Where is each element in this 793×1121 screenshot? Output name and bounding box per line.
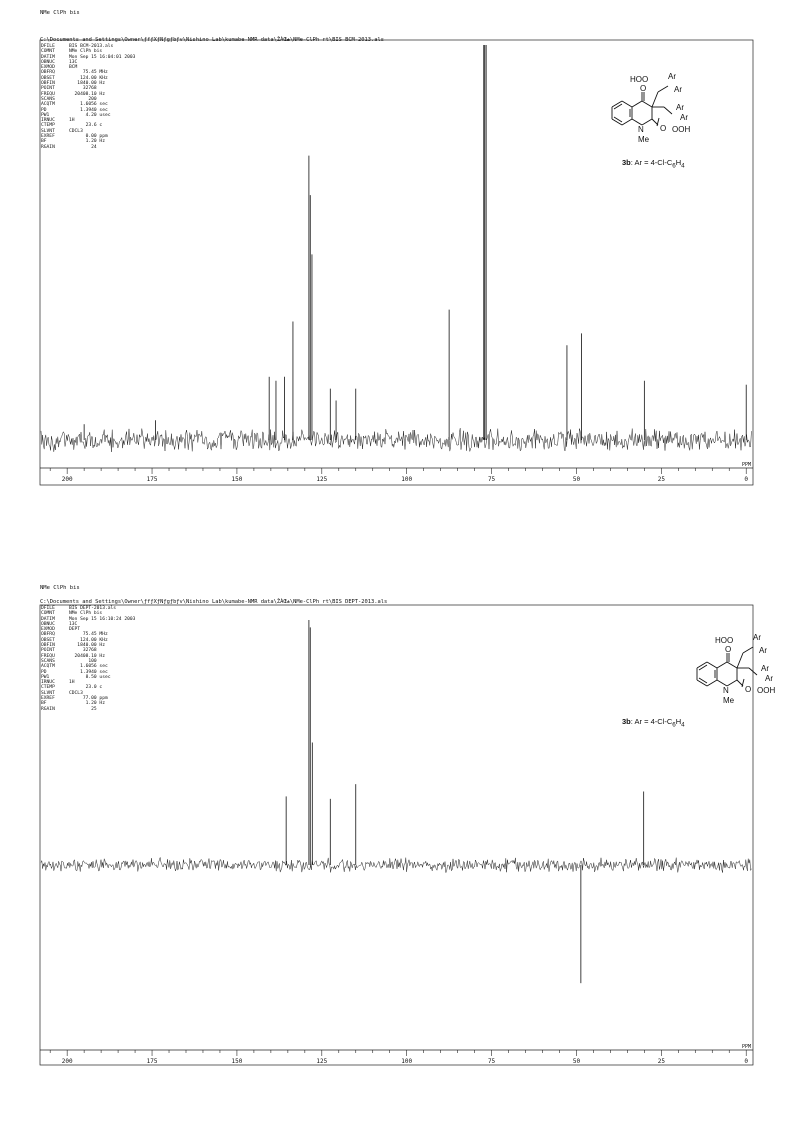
x-tick-label: 25 — [657, 1058, 665, 1065]
param-value: BIS DEPT-2013.als — [69, 606, 117, 611]
param-key: ACQTM — [41, 102, 55, 108]
param-value: BIS BCM-2013.als — [69, 44, 114, 49]
sample-label: NMe ClPh bis — [40, 585, 80, 591]
param-key: PW1 — [41, 674, 50, 680]
compound-caption — [622, 717, 685, 729]
param-key: PD — [41, 669, 47, 675]
caption-text: : Ar = 4-Cl-C — [630, 158, 673, 167]
param-value: 1H — [69, 118, 75, 124]
atom-label: Me — [723, 696, 735, 705]
param-key: OBSET — [41, 75, 55, 81]
bond — [697, 680, 707, 686]
param-value: 32768 — [69, 648, 97, 654]
x-tick-label: 175 — [146, 476, 158, 483]
param-key: SLVNT — [41, 128, 55, 134]
bond — [622, 101, 632, 107]
caption-sub-2: 4 — [681, 721, 685, 729]
param-key: POINT — [41, 86, 55, 92]
param-value: NMe ClPh bis — [69, 611, 103, 617]
param-key: OBFRQ — [41, 70, 55, 76]
x-tick-label: 0 — [744, 476, 749, 483]
bond — [612, 101, 622, 107]
param-value: 32768 — [69, 86, 97, 92]
param-value: 1840.00 Hz — [69, 81, 105, 87]
baseline-noise — [41, 857, 751, 872]
param-value: 4.20 usec — [69, 112, 111, 118]
param-value: 8.50 usec — [69, 674, 111, 680]
param-key: CTEMP — [41, 685, 55, 691]
x-tick-label: 100 — [401, 1058, 413, 1065]
bond — [707, 662, 717, 668]
bond — [658, 86, 668, 92]
atom-label: O — [660, 124, 667, 133]
param-value: Mon Sep 15 16:04:01 2003 — [69, 54, 136, 60]
x-tick-label: 0 — [744, 1058, 749, 1065]
param-value: 20408.10 Hz — [69, 91, 105, 97]
bond — [707, 680, 717, 686]
param-key: ACQTM — [41, 664, 55, 670]
x-tick-label: 200 — [61, 1058, 73, 1065]
bond — [652, 92, 658, 107]
compound-id: 3b — [622, 158, 631, 167]
bond — [743, 647, 753, 653]
param-key: EXMOD — [41, 627, 55, 633]
param-key: SCANS — [41, 658, 55, 664]
param-key: DFILE — [41, 44, 55, 49]
param-value: 1.3940 sec — [69, 669, 108, 675]
param-value: 1.20 Hz — [69, 139, 105, 145]
x-tick-label: 125 — [316, 1058, 328, 1065]
param-value: 13C — [69, 621, 78, 627]
param-key: PW1 — [41, 112, 50, 118]
compound-id: 3b — [622, 717, 631, 726]
caption-sub-1: 6 — [672, 721, 676, 729]
param-key: PD — [41, 107, 47, 113]
param-key: EXREF — [41, 696, 55, 702]
param-key: BF — [41, 139, 47, 145]
atom-label: Ar — [753, 633, 761, 642]
x-unit-label: PPM — [741, 462, 751, 468]
param-value: BCM — [69, 65, 78, 71]
param-value: CDCL3 — [69, 128, 83, 134]
param-key: SCANS — [41, 96, 55, 102]
atom-label: Ar — [676, 103, 684, 112]
param-value: Mon Sep 15 16:10:24 2003 — [69, 616, 136, 622]
x-tick-label: 25 — [657, 476, 665, 483]
atom-label: Ar — [759, 646, 767, 655]
atom-label: Ar — [765, 674, 773, 683]
file-path: C:\Documents and Settings\Owner\ƒfƒXƒNƒgƒbƒv\Nishino Lab\kumabe-NMR data\ŽÀŒ±\NMe-ClPh rt\BIS BCM-2013.als — [40, 37, 385, 43]
plot-frame — [40, 605, 753, 1065]
param-key: RGAIN — [41, 706, 55, 712]
param-key: IRNUC — [41, 118, 55, 124]
param-key: POINT — [41, 648, 55, 654]
bond — [632, 101, 642, 107]
param-key: RGAIN — [41, 144, 55, 150]
caption-mid: H — [675, 717, 682, 726]
bond — [664, 107, 672, 114]
param-key: EXREF — [41, 134, 55, 140]
atom-label: HOO — [630, 75, 649, 84]
atom-label: Ar — [674, 85, 682, 94]
param-key: BF — [41, 701, 47, 707]
compound-caption — [622, 158, 685, 170]
param-key: CTEMP — [41, 123, 55, 129]
param-key: COMNT — [41, 611, 55, 617]
caption-text: : Ar = 4-Cl-C — [630, 717, 673, 726]
param-value: 20408.10 Hz — [69, 653, 105, 659]
atom-label: N — [723, 686, 729, 695]
param-key: OBNUC — [41, 621, 55, 627]
param-key: OBSET — [41, 637, 55, 643]
spectrum-panel-bcm — [0, 0, 793, 545]
spectrum-panel-dept — [0, 565, 793, 1085]
param-key: OBNUC — [41, 59, 55, 65]
file-path: C:\Documents and Settings\Owner\ƒfƒXƒNƒgƒbƒv\Nishino Lab\kumabe-NMR data\ŽÀŒ±\NMe-ClPh rt\BIS DEPT-2013.als — [40, 599, 388, 605]
param-key: COMNT — [41, 49, 55, 55]
x-tick-label: 200 — [61, 476, 73, 483]
bond — [612, 119, 622, 125]
bond — [697, 662, 707, 668]
param-value: 100 — [69, 658, 97, 664]
x-tick-label: 150 — [231, 476, 243, 483]
param-key: OBFRQ — [41, 632, 55, 638]
atom-label: Ar — [680, 113, 688, 122]
x-tick-label: 50 — [572, 1058, 581, 1065]
param-key: OBFIN — [41, 81, 55, 87]
param-value: CDCL3 — [69, 690, 83, 696]
atom-label: Ar — [761, 664, 769, 673]
x-tick-label: 125 — [316, 476, 328, 483]
bond — [717, 662, 727, 668]
param-value: 77.00 ppm — [69, 696, 108, 702]
param-value: 124.00 KHz — [69, 75, 108, 81]
bond — [622, 119, 632, 125]
bond — [737, 653, 743, 668]
caption-mid: H — [675, 158, 682, 167]
param-key: SLVNT — [41, 690, 55, 696]
param-value: 1.20 Hz — [69, 701, 105, 707]
param-value: 13C — [69, 59, 78, 65]
x-unit-label: PPM — [741, 1044, 751, 1050]
param-key: FREQU — [41, 653, 55, 659]
param-value: 75.45 MHz — [69, 632, 108, 638]
x-tick-label: 150 — [231, 1058, 243, 1065]
param-value: 1840.00 Hz — [69, 643, 105, 649]
param-value: NMe ClPh bis — [69, 49, 103, 55]
atom-label: Ar — [668, 72, 676, 81]
x-tick-label: 100 — [401, 476, 413, 483]
atom-label: O — [640, 84, 647, 93]
bond — [749, 668, 757, 675]
param-key: OBFIN — [41, 643, 55, 649]
structure-drawing — [685, 613, 793, 713]
param-value: 75.45 MHz — [69, 70, 108, 76]
atom-label: OOH — [672, 125, 691, 134]
param-key: DATIM — [41, 616, 55, 622]
molecule-structure — [685, 613, 793, 718]
nmr-spectrum-chart — [0, 565, 793, 1085]
param-value: 124.00 KHz — [69, 637, 108, 643]
param-value: 25 — [69, 706, 97, 712]
atom-label: OOH — [757, 686, 776, 695]
param-key: FREQU — [41, 91, 55, 97]
caption-sub-1: 6 — [672, 162, 676, 170]
x-tick-label: 75 — [487, 476, 496, 483]
x-tick-label: 75 — [487, 1058, 496, 1065]
param-value: 23.0 c — [69, 685, 103, 691]
param-value: 1.6056 sec — [69, 102, 108, 108]
param-key: IRNUC — [41, 680, 55, 686]
caption-sub-2: 4 — [681, 162, 685, 170]
bond — [727, 662, 737, 668]
param-value: 1H — [69, 680, 75, 686]
atom-label: O — [725, 645, 732, 654]
param-key: EXMOD — [41, 65, 55, 71]
structure-drawing — [600, 52, 720, 152]
x-tick-label: 50 — [572, 476, 581, 483]
param-value: 1.3940 sec — [69, 107, 108, 113]
param-value: 1.6056 sec — [69, 664, 108, 670]
atom-label: O — [745, 685, 752, 694]
atom-label: HOO — [715, 636, 734, 645]
atom-label: Me — [638, 135, 650, 144]
param-value: DEPT — [69, 627, 81, 633]
baseline-noise — [41, 428, 751, 452]
molecule-structure — [600, 52, 720, 157]
x-tick-label: 175 — [146, 1058, 158, 1065]
param-value: 0.00 ppm — [69, 134, 108, 140]
bond — [642, 101, 652, 107]
param-key: DATIM — [41, 54, 55, 60]
param-value: 200 — [69, 96, 97, 102]
param-value: 24 — [69, 144, 97, 150]
atom-label: N — [638, 125, 644, 134]
sample-label: NMe ClPh bis — [40, 10, 80, 16]
param-key: DFILE — [41, 606, 55, 611]
param-value: 23.6 c — [69, 123, 103, 129]
